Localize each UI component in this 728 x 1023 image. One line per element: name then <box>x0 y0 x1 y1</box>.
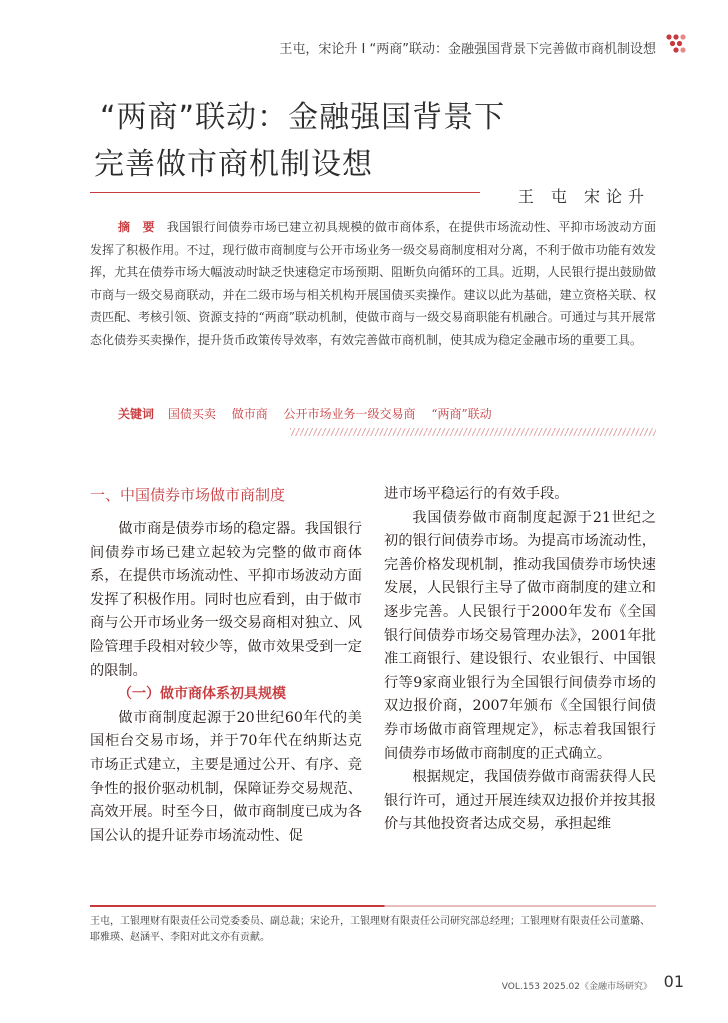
keywords-label: 关键词 <box>118 407 155 421</box>
paragraph: 做市商是债券市场的稳定器。我国银行间债券市场已建立起较为完整的做市商体系，在提供市场流动性、平抑市场波动方面发挥了积极作用。同时也应看到，由于做市商与公开市场业务一级交易商相对独立、风险管理手段相对较少等，做市效果受到一定的限制。 <box>90 521 362 679</box>
footnote-divider <box>90 905 656 907</box>
keyword: 国债买卖 <box>167 407 216 421</box>
section-heading: 一、中国债券市场做市商制度 <box>90 486 286 504</box>
abstract-label: 摘 要 <box>118 220 159 234</box>
running-header: 王屯，宋论升 Ι “两商”联动：金融强国背景下完善做市商机制设想 <box>279 42 656 57</box>
body-column-left <box>90 483 362 848</box>
authors: 王 屯 宋论升 <box>517 187 650 206</box>
paragraph: 根据规定，我国债券做市商需获得人民银行许可，通过开展连续双边报价并按其报价与其他投资者达成交易，承担起维 <box>384 769 656 833</box>
issue-info: VOL.153 2025.02《金融市场研究》 <box>501 982 652 992</box>
paragraph: 我国债券做市商制度起源于21世纪之初的银行间债券市场。为提高市场流动性，完善价格发现机制，推动我国债券市场快速发展，人民银行主导了做市商制度的建立和逐步完善。人民银行于2000年发布《全国银行间债券市场交易管理办法》，2001年批准工商银行、建设银行、农业银行、中国银行等9家商业银行为全国银行间债券市场的双边报价商，2007年颁布《全国银行间债券市场做市商管理规定》，标志着我国银行间债券市场做市商制度的正式确立。 <box>384 509 656 762</box>
title-divider <box>90 192 480 193</box>
article-title-line-1: “两商”联动：金融强国背景下 <box>100 100 506 135</box>
decorative-hatch <box>290 428 656 436</box>
keyword: 公开市场业务一级交易商 <box>283 407 416 421</box>
abstract <box>90 216 656 352</box>
keyword: “两商”联动 <box>431 407 492 421</box>
journal-logo-icon <box>664 33 688 55</box>
footnote: 王屯，工银理财有限责任公司党委委员、副总裁；宋论升，工银理财有限责任公司研究部总经理；工银理财有限责任公司董璐、耶雅瑛、赵涵平、李阳对此文亦有贡献。 <box>90 916 650 943</box>
paragraph: 做市商制度起源于20世纪60年代的美国柜台交易市场，并于70年代在纳斯达克市场正式建立，主要是通过公开、有序、竞争性的报价驱动机制，保障证券交易规范、高效开展。时至今日，做市商制度已成为各国公认的提升证券市场流动性、促 <box>90 709 362 844</box>
paragraph: 进市场平稳运行的有效手段。 <box>384 486 569 502</box>
page-number: 01 <box>663 972 684 991</box>
body-column-right <box>384 483 656 837</box>
keyword: 做市商 <box>231 407 268 421</box>
abstract-text: 我国银行间债券市场已建立初具规模的做市商体系，在提供市场流动性、平抑市场波动方面发挥了积极作用。不过，现行做市商制度与公开市场业务一级交易商制度相对分离，不利于做市功能有效发挥，尤其在债券市场大幅波动时缺乏快速稳定市场预期、阻断负向循环的工具。近期，人民银行提出鼓励做市商与一级交易商联动，并在二级市场与相关机构开展国债买卖操作。建议以此为基础，建立资格关联、权责匹配、考核引领、资源支持的“两商”联动机制，使做市商与一级交易商职能有机融合。可通过与其开展常态化债券买卖操作，提升货币政策传导效率，有效完善做市商机制，使其成为稳定金融市场的重要工具。 <box>90 220 656 347</box>
article-title-line-2: 完善做市商机制设想 <box>94 147 373 182</box>
keywords <box>118 405 504 422</box>
subsection-heading: （一）做市商体系初具规模 <box>118 686 286 703</box>
